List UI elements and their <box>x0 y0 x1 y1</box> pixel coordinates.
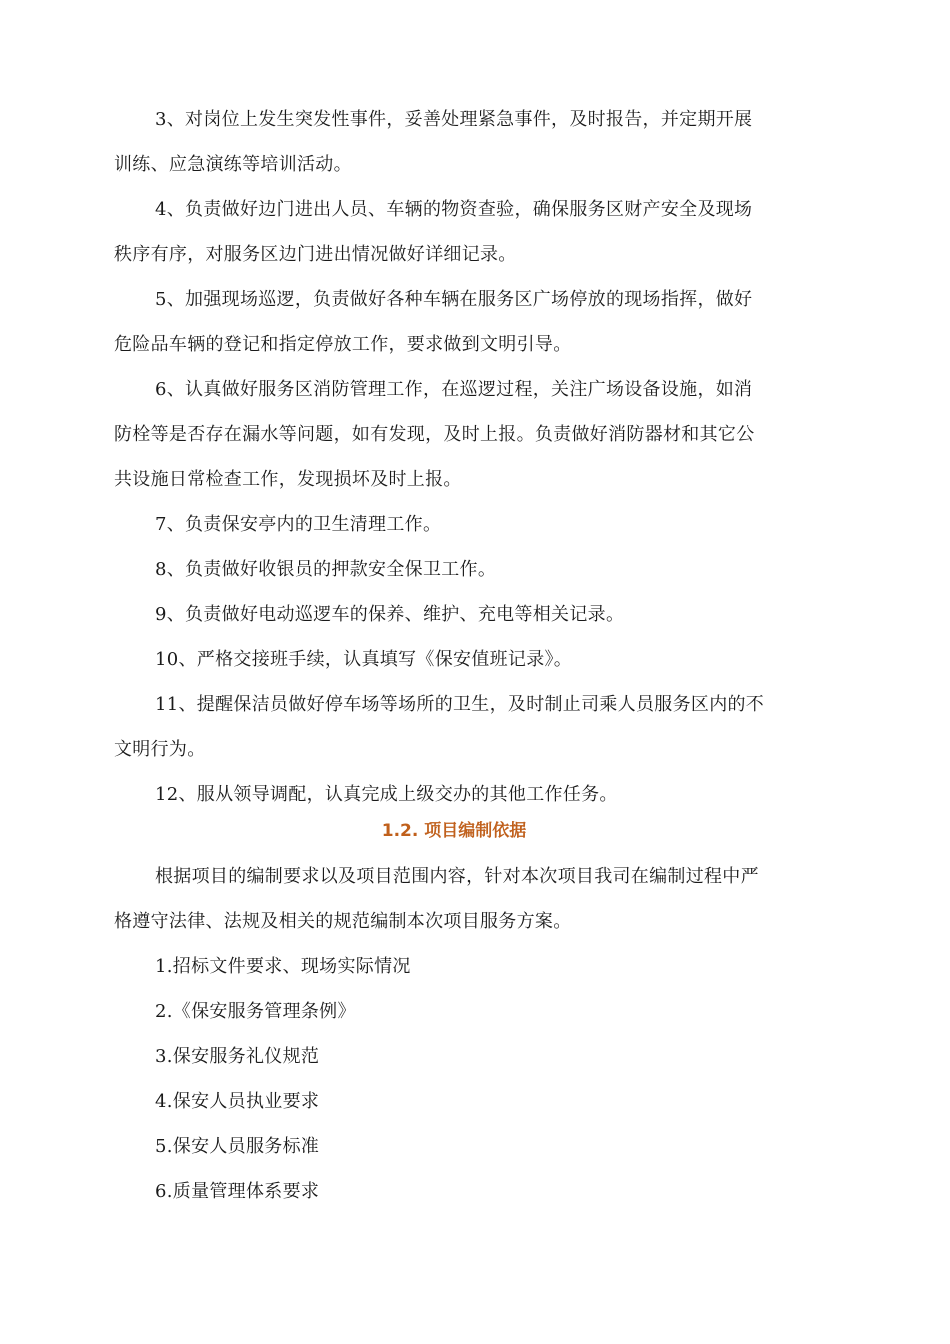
basis-item-2: 2.《保安服务管理条例》 <box>155 1001 356 1022</box>
section-heading: 1.2. 项目编制依据 <box>381 821 527 841</box>
basis-item-3: 3.保安服务礼仪规范 <box>155 1046 320 1067</box>
basis-item-6: 6.质量管理体系要求 <box>155 1181 320 1202</box>
basis-item-4: 4.保安人员执业要求 <box>155 1091 320 1112</box>
duty-7-line-1: 7、负责保安亭内的卫生清理工作。 <box>155 514 442 535</box>
duty-4-line-1: 4、负责做好边门进出人员、车辆的物资查验，确保服务区财产安全及现场 <box>155 199 753 220</box>
duty-4-line-2: 秩序有序，对服务区边门进出情况做好详细记录。 <box>114 244 517 265</box>
duty-6-line-2: 防栓等是否存在漏水等问题，如有发现，及时上报。负责做好消防器材和其它公 <box>114 424 755 445</box>
duty-10-line-1: 10、严格交接班手续，认真填写《保安值班记录》。 <box>155 649 573 670</box>
duty-9-line-1: 9、负责做好电动巡逻车的保养、维护、充电等相关记录。 <box>155 604 625 625</box>
section-intro-line-1: 根据项目的编制要求以及项目范围内容，针对本次项目我司在编制过程中严 <box>155 866 759 887</box>
duty-5-line-2: 危险品车辆的登记和指定停放工作，要求做到文明引导。 <box>114 334 572 355</box>
duty-3-line-1: 3、对岗位上发生突发性事件，妥善处理紧急事件，及时报告，并定期开展 <box>155 109 753 130</box>
duty-5-line-1: 5、加强现场巡逻，负责做好各种车辆在服务区广场停放的现场指挥，做好 <box>155 289 753 310</box>
duty-6-line-1: 6、认真做好服务区消防管理工作，在巡逻过程，关注广场设备设施，如消 <box>155 379 753 400</box>
duty-3-line-2: 训练、应急演练等培训活动。 <box>114 154 352 175</box>
duty-8-line-1: 8、负责做好收银员的押款安全保卫工作。 <box>155 559 497 580</box>
basis-item-1: 1.招标文件要求、现场实际情况 <box>155 956 411 977</box>
duty-11-line-1: 11、提醒保洁员做好停车场等场所的卫生，及时制止司乘人员服务区内的不 <box>155 694 765 715</box>
duty-11-line-2: 文明行为。 <box>114 739 206 760</box>
section-intro-line-2: 格遵守法律、法规及相关的规范编制本次项目服务方案。 <box>114 911 572 932</box>
duty-6-line-3: 共设施日常检查工作，发现损坏及时上报。 <box>114 469 462 490</box>
basis-item-5: 5.保安人员服务标准 <box>155 1136 320 1157</box>
duty-12-line-1: 12、服从领导调配，认真完成上级交办的其他工作任务。 <box>155 784 618 805</box>
